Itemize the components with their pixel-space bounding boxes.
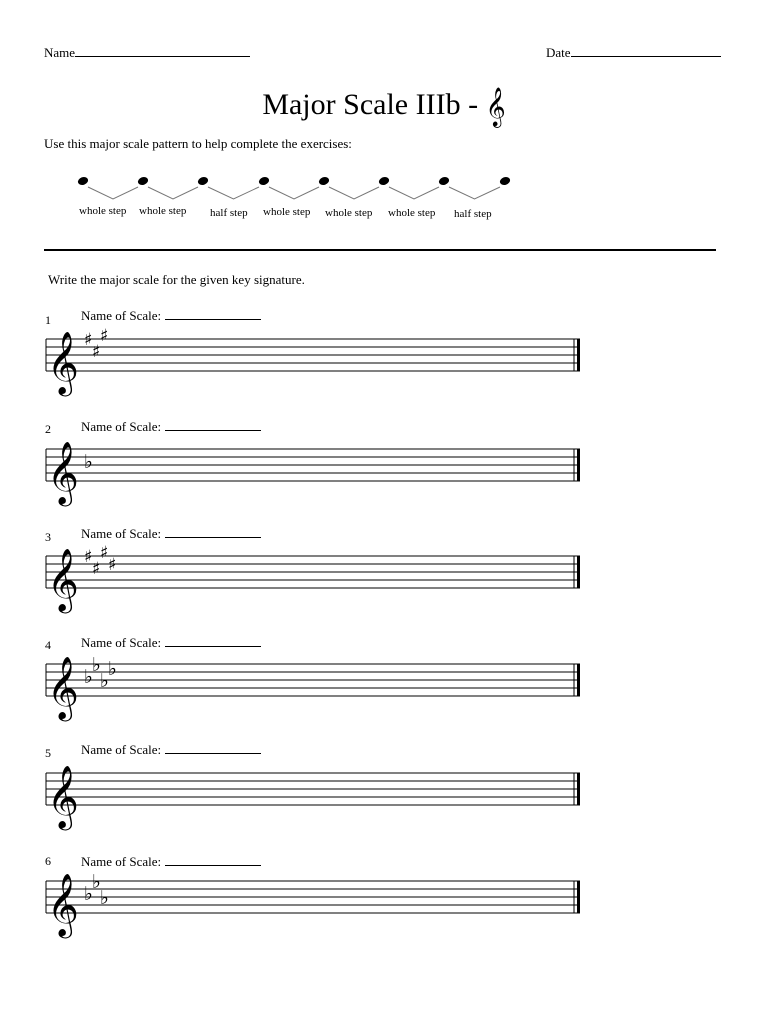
step-label: whole step [325,207,373,219]
page-title [0,83,768,127]
sharp-icon: ♯ [92,559,101,579]
flat-icon: ♭ [92,871,101,893]
pattern-instruction: Use this major scale pattern to help complete the exercises: [44,136,352,151]
scale-name-label: Name of Scale: [81,635,162,650]
scale-note [77,176,89,187]
music-staff[interactable] [0,429,560,509]
sharp-icon: ♯ [100,543,109,563]
flat-icon: ♭ [100,670,109,692]
step-label: half step [454,208,492,220]
scale-name-label: Name of Scale: [81,854,162,869]
exercise-number: 5 [45,746,51,760]
date-field[interactable] [546,43,721,61]
scale-note [137,176,149,187]
step-label: whole step [263,206,311,218]
scale-note [378,176,390,187]
name-field[interactable] [44,43,250,61]
treble-clef-icon: 𝄞 [47,873,79,936]
final-barline-thick [577,556,580,588]
music-staff[interactable] [0,536,560,616]
exercises-instruction: Write the major scale for the given key signature. [48,272,305,287]
sharp-icon: ♯ [84,547,93,567]
step-connector [449,187,500,199]
step-connector [329,187,379,199]
final-barline-thick [577,339,580,371]
scale-name-blank[interactable] [165,740,261,754]
scale-name-label: Name of Scale: [81,419,162,434]
section-divider [44,249,716,251]
date-label: Date [546,45,571,60]
name-blank[interactable] [75,43,250,57]
step-label: half step [210,207,248,219]
sharp-icon: ♯ [84,330,93,350]
scale-name-label: Name of Scale: [81,742,162,757]
step-label: whole step [139,205,187,217]
treble-clef-icon: 𝄞 [47,656,79,719]
flat-icon: ♭ [100,887,109,909]
final-barline-thick [577,449,580,481]
name-label: Name [44,45,76,60]
treble-clef-icon: 𝄞 [47,765,79,828]
step-label: whole step [79,205,127,217]
final-barline-thick [577,773,580,805]
music-staff[interactable] [0,644,560,724]
sharp-icon: ♯ [108,555,117,575]
scale-name-label: Name of Scale: [81,526,162,541]
sharp-icon: ♯ [92,342,101,362]
scale-note [318,176,330,187]
final-barline-thick [577,664,580,696]
step-connector [389,187,439,199]
flat-icon: ♭ [92,654,101,676]
music-staff[interactable] [0,319,560,399]
treble-clef-icon: 𝄞 [485,87,506,127]
title-text: Major Scale IIIb - [262,88,479,121]
scale-pattern-diagram [60,165,530,235]
scale-note [197,176,209,187]
flat-icon: ♭ [84,451,93,473]
scale-name-blank[interactable] [165,306,261,320]
scale-note [258,176,270,187]
date-blank[interactable] [571,43,721,57]
flat-icon: ♭ [84,666,93,688]
step-connector [208,187,259,199]
flat-icon: ♭ [84,883,93,905]
step-connector [269,187,319,199]
final-barline-thick [577,881,580,913]
flat-icon: ♭ [108,658,117,680]
exercise-number: 6 [45,854,51,868]
step-connector [88,187,138,199]
exercise-number: 1 [45,313,51,327]
scale-name-label: Name of Scale: [81,308,162,323]
music-staff[interactable] [0,861,560,941]
treble-clef-icon: 𝄞 [47,548,79,611]
treble-clef-icon: 𝄞 [47,331,79,394]
sharp-icon: ♯ [100,326,109,346]
step-connector [148,187,198,199]
step-label: whole step [388,207,436,219]
exercise-number: 4 [45,638,51,652]
treble-clef-icon: 𝄞 [47,441,79,504]
scale-note [499,176,511,187]
exercise-number: 2 [45,422,51,436]
music-staff[interactable] [0,753,560,833]
scale-note [438,176,450,187]
exercise-number: 3 [45,530,51,544]
